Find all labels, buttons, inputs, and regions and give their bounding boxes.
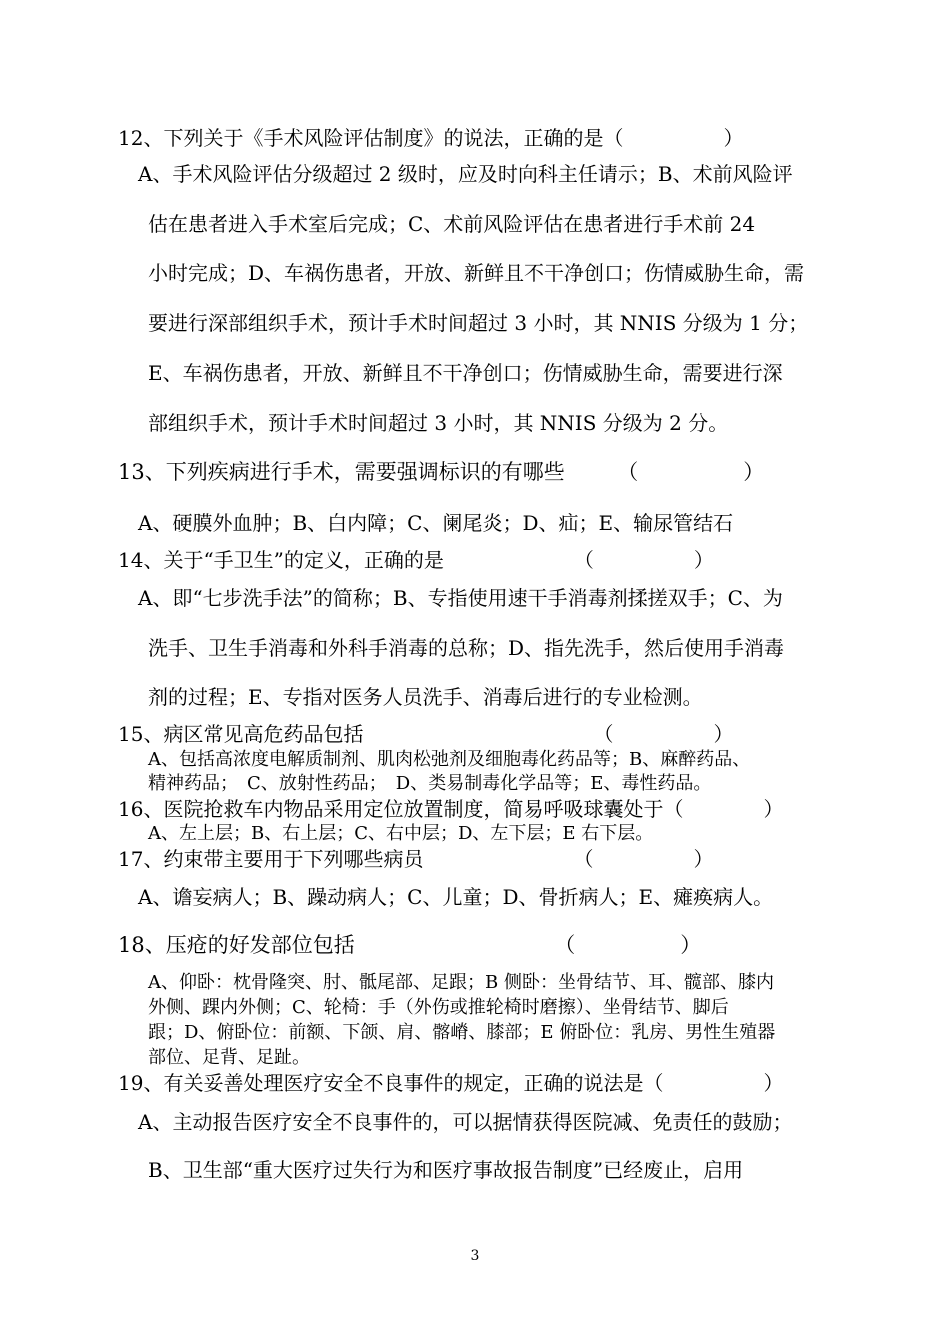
- question-19-line-1: A、主动报告医疗安全不良事件的，可以据情获得医院减、免责任的鼓励；: [138, 1110, 793, 1134]
- question-12-line-1: A、手术风险评估分级超过 2 级时，应及时向科主任请示；B、术前风险评: [138, 162, 793, 186]
- question-12-stem: 12、下列关于《手术风险评估制度》的说法，正确的是（ ）: [118, 126, 744, 150]
- question-16-line-1: A、左上层；B、右上层；C、右中层；D、左下层；E 右下层。: [148, 823, 654, 844]
- question-15-line-2: 精神药品； C、放射性药品； D、类易制毒化学品等；E、毒性药品。: [148, 773, 712, 794]
- question-15-stem: 15、病区常见高危药品包括 （ ）: [118, 722, 734, 746]
- question-14-line-2: 洗手、卫生手消毒和外科手消毒的总称；D、指先洗手，然后使用手消毒: [148, 636, 785, 660]
- question-12-line-2: 估在患者进入手术室后完成；C、术前风险评估在患者进行手术前 24: [148, 212, 756, 236]
- question-17-stem: 17、约束带主要用于下列哪些病员 （ ）: [118, 847, 714, 871]
- question-12-line-3: 小时完成；D、车祸伤患者，开放、新鲜且不干净创口；伤情威胁生命，需: [148, 261, 805, 285]
- question-18-stem: 18、压疮的好发部位包括 （ ）: [118, 933, 702, 957]
- question-12-line-4: 要进行深部组织手术，预计手术时间超过 3 小时，其 NNIS 分级为 1 分；: [148, 311, 809, 335]
- question-12-line-5: E、车祸伤患者，开放、新鲜且不干净创口；伤情威胁生命，需要进行深: [148, 361, 783, 385]
- question-18-line-2: 外侧、踝内外侧；C、轮椅：手（外伤或推轮椅时磨擦）、坐骨结节、脚后: [148, 997, 729, 1018]
- question-18-line-1: A、仰卧：枕骨隆突、肘、骶尾部、足跟；B 侧卧：坐骨结节、耳、髋部、膝内: [148, 972, 774, 993]
- question-13-stem: 13、下列疾病进行手术，需要强调标识的有哪些 （ ）: [118, 460, 765, 484]
- question-19-line-2: B、卫生部“重大医疗过失行为和医疗事故报告制度”已经废止，启用: [148, 1158, 744, 1182]
- question-12-line-6: 部组织手术，预计手术时间超过 3 小时，其 NNIS 分级为 2 分。: [148, 411, 729, 435]
- question-19-stem: 19、有关妥善处理医疗安全不良事件的规定，正确的说法是（ ）: [118, 1071, 784, 1095]
- question-18-line-3: 跟；D、俯卧位：前额、下颌、肩、髂嵴、膝部；E 俯卧位：乳房、男性生殖器: [148, 1022, 776, 1043]
- question-15-line-1: A、包括高浓度电解质制剂、肌肉松弛剂及细胞毒化药品等；B、麻醉药品、: [148, 749, 751, 770]
- question-14-line-1: A、即“七步洗手法”的简称；B、专指使用速干手消毒剂揉搓双手；C、为: [138, 586, 783, 610]
- question-18-line-4: 部位、足背、足趾。: [148, 1047, 310, 1068]
- question-16-stem: 16、医院抢救车内物品采用定位放置制度，简易呼吸球囊处于（ ）: [118, 797, 784, 821]
- question-13-line-1: A、硬膜外血肿；B、白内障；C、阑尾炎；D、疝；E、输尿管结石: [138, 511, 734, 535]
- question-14-stem: 14、关于“手卫生”的定义，正确的是 （ ）: [118, 548, 714, 572]
- question-14-line-3: 剂的过程；E、专指对医务人员洗手、消毒后进行的专业检测。: [148, 685, 703, 709]
- page-number: 3: [470, 1248, 480, 1264]
- question-17-line-1: A、谵妄病人；B、躁动病人；C、儿童；D、骨折病人；E、瘫痪病人。: [138, 885, 774, 909]
